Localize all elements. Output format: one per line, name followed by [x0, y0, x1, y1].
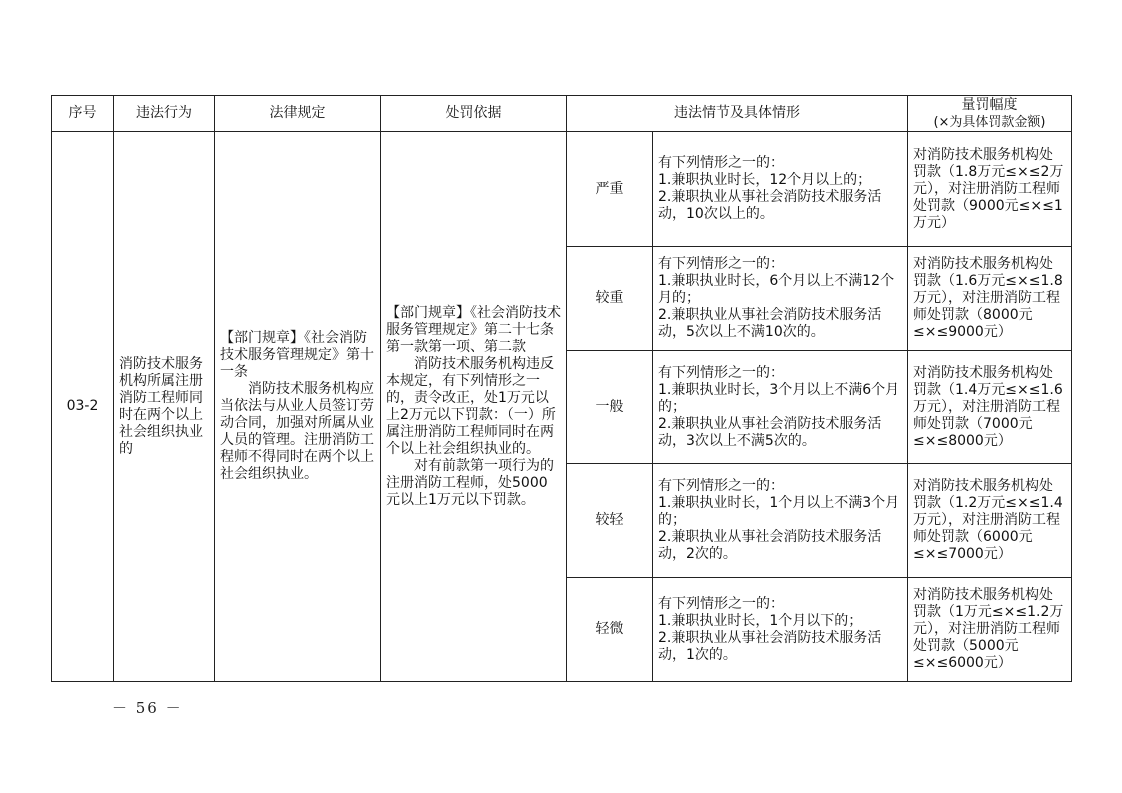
circ-line: 1.兼职执业时长，1个月以下的；: [658, 612, 863, 629]
level-label: 一般: [567, 351, 653, 464]
basis-paragraph-2: 消防技术服务机构违反本规定，有下列情形之一的，责令改正，处1万元以上2万元以下罚款：（一）所属注册消防工程师同时在两个以上社会组织执业的。: [386, 355, 556, 457]
header-row: [52, 96, 1072, 132]
circ-line: 1.兼职执业时长，6个月以上不满12个月的；: [658, 273, 895, 306]
table-row: [52, 132, 1072, 247]
circ-line: 有下列情形之一的：: [658, 478, 784, 494]
header-range-line1: 量罚幅度: [961, 96, 1018, 113]
level-circumstances: [653, 578, 908, 682]
basis-paragraph-1: 【部门规章】《社会消防技术服务管理规定》第二十七条第一款第一项、第二款: [386, 304, 561, 355]
level-circumstances: [653, 464, 908, 578]
level-range: 对消防技术服务机构处罚款（1.6万元≤×≤1.8万元），对注册消防工程师处罚款（8000元≤×≤9000元）: [908, 247, 1072, 351]
level-label: 较轻: [567, 464, 653, 578]
header-range-line2: (×为具体罚款金额): [933, 114, 1046, 130]
header-behavior: 违法行为: [114, 96, 215, 132]
level-label: 轻微: [567, 578, 653, 682]
item-law: [215, 132, 381, 682]
circ-line: 有下列情形之一的：: [658, 364, 784, 381]
header-basis: 处罚依据: [381, 96, 567, 132]
law-paragraph-1: 【部门规章】《社会消防技术服务管理规定》第十一条: [220, 330, 374, 380]
level-circumstances: [653, 247, 908, 351]
basis-paragraph-3: 对有前款第一项行为的注册消防工程师，处5000元以上1万元以下罚款。: [386, 457, 554, 508]
circ-line: 2.兼职执业从事社会消防技术服务活动，10次以上的。: [658, 189, 882, 222]
circ-line: 1.兼职执业时长，3个月以上不满6个月的；: [658, 381, 900, 415]
law-paragraph-2: 消防技术服务机构应当依法与从业人员签订劳动合同，加强对所属从业人员的管理。注册消防工程师不得同时在两个以上社会组织执业。: [220, 381, 374, 482]
item-behavior: 消防技术服务机构所属注册消防工程师同时在两个以上社会组织执业的: [114, 132, 215, 682]
level-range: 对消防技术服务机构处罚款（1.4万元≤×≤1.6万元），对注册消防工程师处罚款（7000元≤×≤8000元）: [908, 351, 1072, 464]
page-number: － 56 －: [112, 699, 183, 717]
circ-line: 2.兼职执业从事社会消防技术服务活动，2次的。: [658, 529, 882, 562]
circ-line: 有下列情形之一的：: [658, 155, 784, 171]
item-basis: [381, 132, 567, 682]
level-range: 对消防技术服务机构处罚款（1.2万元≤×≤1.4万元），对注册消防工程师处罚款（6000元≤×≤7000元）: [908, 464, 1072, 578]
header-seq: 序号: [52, 96, 114, 132]
header-range: [908, 96, 1072, 132]
circ-line: 1.兼职执业时长，1个月以上不满3个月的；: [658, 495, 900, 528]
circ-line: 2.兼职执业从事社会消防技术服务活动，1次的。: [658, 629, 882, 663]
circ-line: 有下列情形之一的：: [658, 256, 784, 272]
level-label: 较重: [567, 247, 653, 351]
level-circumstances: [653, 132, 908, 247]
circ-line: 1.兼职执业时长，12个月以上的；: [658, 172, 872, 188]
penalty-table: [51, 95, 1072, 682]
header-circumstances: 违法情节及具体情形: [567, 96, 908, 132]
level-label: 严重: [567, 132, 653, 247]
level-range: 对消防技术服务机构处罚款（1.8万元≤×≤2万元），对注册消防工程师处罚款（9000元≤×≤1万元）: [908, 132, 1072, 247]
circ-line: 有下列情形之一的：: [658, 595, 784, 612]
circ-line: 2.兼职执业从事社会消防技术服务活动，3次以上不满5次的。: [658, 415, 882, 449]
level-circumstances: [653, 351, 908, 464]
circ-line: 2.兼职执业从事社会消防技术服务活动，5次以上不满10次的。: [658, 307, 882, 340]
header-law: 法律规定: [215, 96, 381, 132]
item-seq: 03-2: [52, 132, 114, 682]
level-range: 对消防技术服务机构处罚款（1万元≤×≤1.2万元），对注册消防工程师处罚款（5000元≤×≤6000元）: [908, 578, 1072, 682]
